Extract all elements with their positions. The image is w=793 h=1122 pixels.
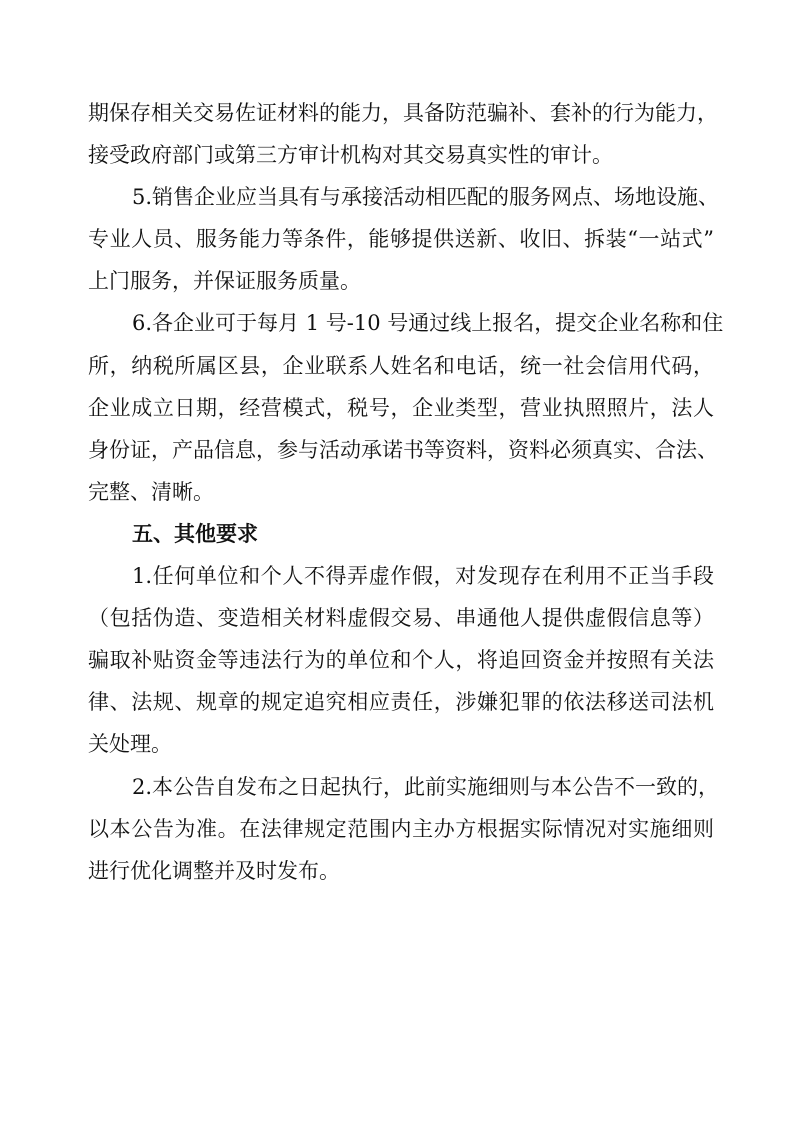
document-page xyxy=(88,92,724,892)
paragraph-line: 律、法规、规章的规定追究相应责任，涉嫌犯罪的依法移送司法机 xyxy=(88,690,714,715)
paragraph-line: 进行优化调整并及时发布。 xyxy=(88,858,340,883)
paragraph-line: 上门服务，并保证服务质量。 xyxy=(88,269,361,294)
paragraph-line: 以本公告为准。在法律规定范围内主办方根据实际情况对实施细则 xyxy=(88,816,714,841)
section-heading: 五、其他要求 xyxy=(132,521,258,546)
paragraph-line: 期保存相关交易佐证材料的能力，具备防范骗补、套补的行为能力， xyxy=(88,101,718,125)
paragraph-line: 所，纳税所属区县，企业联系人姓名和电话，统一社会信用代码， xyxy=(88,353,714,378)
paragraph-line: 接受政府部门或第三方审计机构对其交易真实性的审计。 xyxy=(88,143,613,168)
paragraph-line: 骗取补贴资金等违法行为的单位和个人，将追回资金并按照有关法 xyxy=(88,648,714,673)
paragraph-line: 企业成立日期，经营模式，税号，企业类型，营业执照照片，法人 xyxy=(88,395,714,420)
paragraph-line: 5.销售企业应当具有与承接活动相匹配的服务网点、场地设施、 xyxy=(132,185,720,210)
paragraph-line: 关处理。 xyxy=(88,732,172,757)
paragraph-line: 专业人员、服务能力等条件，能够提供送新、收旧、拆装“一站式” xyxy=(88,227,714,252)
paragraph-line: 6.各企业可于每月 1 号-10 号通过线上报名，提交企业名称和住 xyxy=(132,311,724,336)
paragraph-line: 完整、清晰。 xyxy=(88,479,214,504)
paragraph-line: 2.本公告自发布之日起执行，此前实施细则与本公告不一致的， xyxy=(132,774,720,799)
paragraph-line: 1.任何单位和个人不得弄虚作假，对发现存在利用不正当手段 xyxy=(132,564,714,589)
paragraph-line: （包括伪造、变造相关材料虚假交易、串通他人提供虚假信息等） xyxy=(88,606,714,631)
paragraph-line: 身份证，产品信息，参与活动承诺书等资料，资料必须真实、合法、 xyxy=(88,437,718,462)
